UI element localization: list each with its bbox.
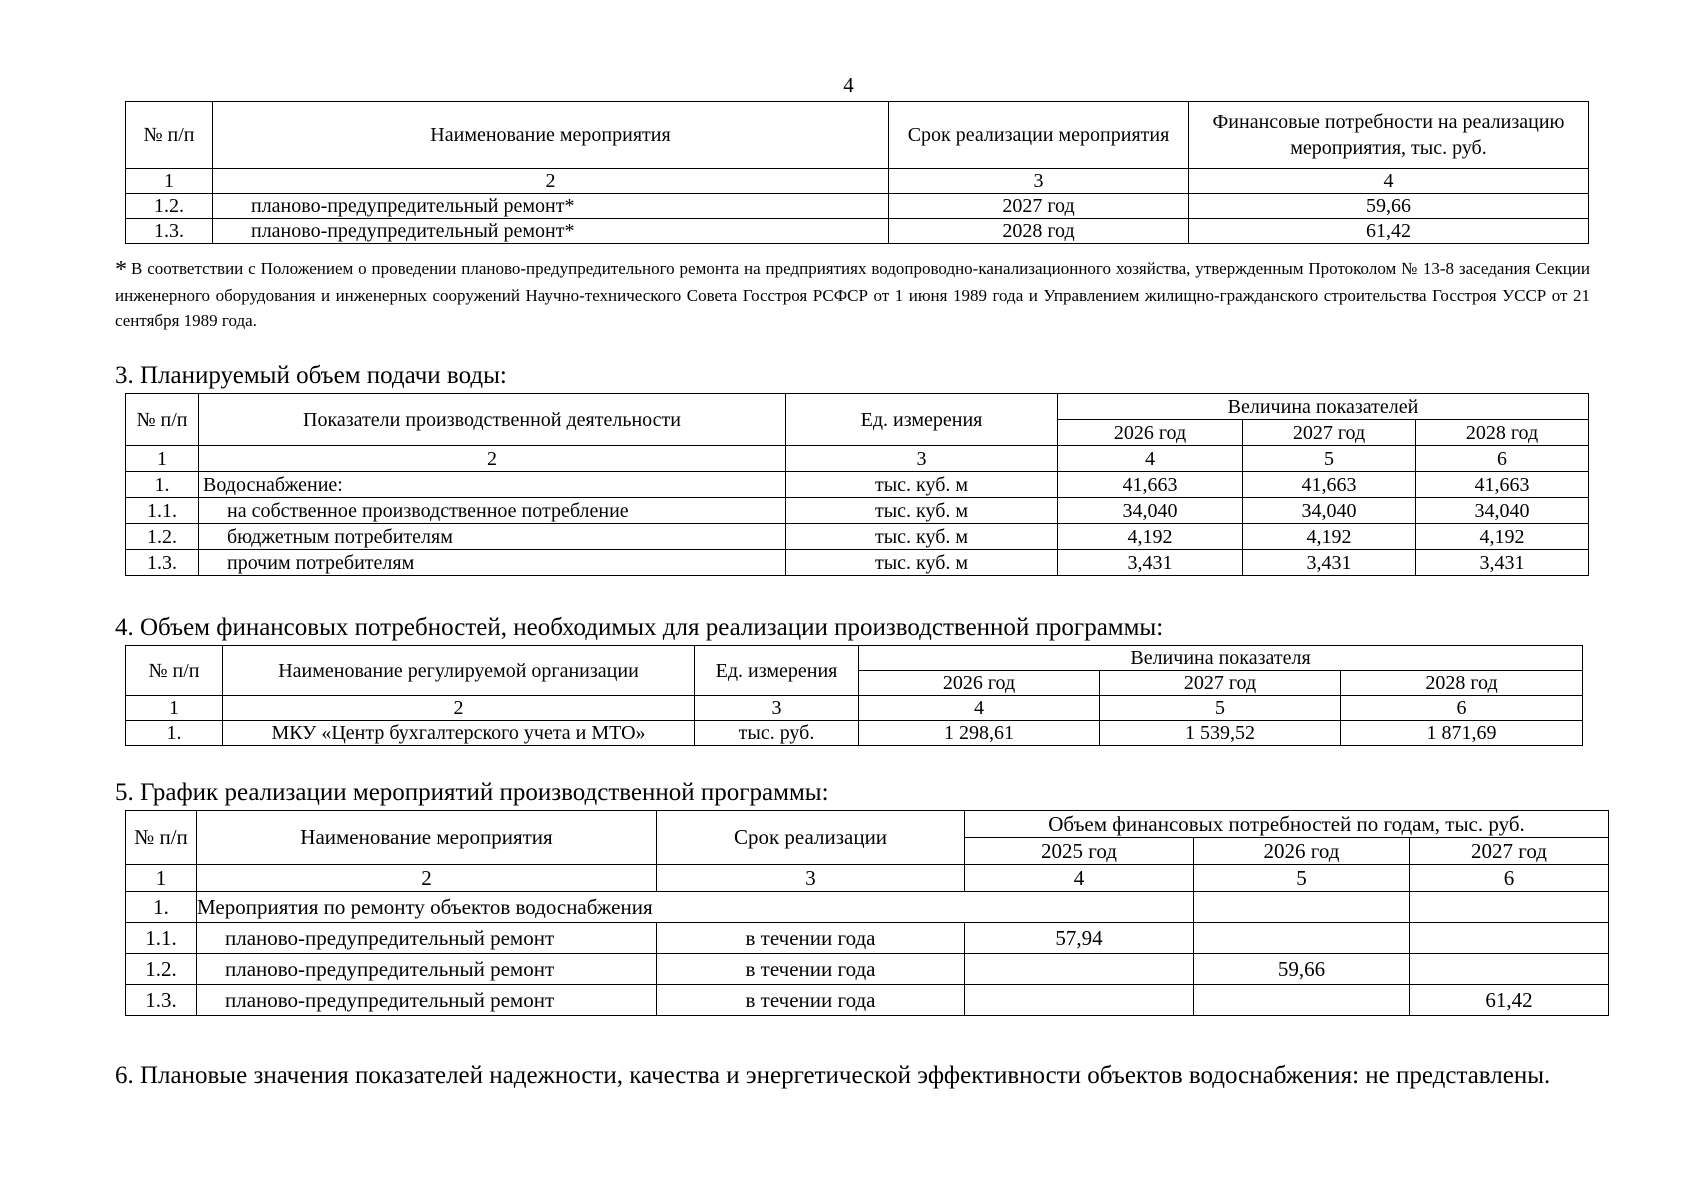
row-term: в течении года <box>657 923 965 954</box>
col-number: 1 <box>126 446 199 472</box>
footnote-text: В соответствии с Положением о проведении планово-предупредительного ремонта на предприятиях водопроводно-канализационного хозяйства, утвержденным Протоколом № 13-8 заседания Секции инженерного оборудования и инженерных сооружений Научно-технического Совета Госстроя РСФСР от 1 июня 1989 года и Управлением жилищно-гражданского строительства Госстроя УССР от 21 сентября 1989 года. <box>115 259 1590 330</box>
col-number: 5 <box>1100 696 1341 721</box>
col-number: 1 <box>126 696 223 721</box>
table-row <box>126 498 1589 524</box>
row-value: 1 539,52 <box>1100 721 1341 746</box>
section-6-text: 6. Плановые значения показателей надежности, качества и энергетической эффективности объектов водоснабжения: не представлены. <box>115 1062 1551 1089</box>
col-number: 4 <box>859 696 1100 721</box>
row-term: в течении года <box>657 985 965 1016</box>
header-num: № п/п <box>126 811 197 865</box>
row-name: бюджетным потребителям <box>199 524 786 550</box>
row-num: 1. <box>126 721 223 746</box>
section-4-title: 4. Объем финансовых потребностей, необходимых для реализации производственной программы: <box>115 614 1164 641</box>
row-num: 1.1. <box>126 923 197 954</box>
row-num: 1.2. <box>126 194 213 219</box>
row-name: планово-предупредительный ремонт* <box>213 219 889 244</box>
row-term: 2028 год <box>889 219 1189 244</box>
header-year: 2027 год <box>1410 838 1609 865</box>
row-value: 1 871,69 <box>1341 721 1583 746</box>
row-name: планово-предупредительный ремонт <box>197 923 657 954</box>
row-num: 1.2. <box>126 524 199 550</box>
header-num: № п/п <box>126 102 213 169</box>
row-num: 1.3. <box>126 550 199 576</box>
row-value: 3,431 <box>1416 550 1589 576</box>
row-value <box>1194 923 1410 954</box>
col-number: 3 <box>657 865 965 892</box>
table-row <box>126 550 1589 576</box>
header-group: Величина показателей <box>1058 394 1589 420</box>
col-number: 4 <box>965 865 1194 892</box>
finance-needs-table <box>125 645 1583 746</box>
table-row <box>126 472 1589 498</box>
col-number: 4 <box>1058 446 1243 472</box>
row-value: 34,040 <box>1243 498 1416 524</box>
row-amount: 61,42 <box>1189 219 1589 244</box>
col-number: 5 <box>1194 865 1410 892</box>
col-number: 1 <box>126 865 197 892</box>
col-number: 4 <box>1189 169 1589 194</box>
section-3-title: 3. Планируемый объем подачи воды: <box>115 362 507 389</box>
header-term: Срок реализации <box>657 811 965 865</box>
row-value: 4,192 <box>1243 524 1416 550</box>
column-number-row <box>126 446 1589 472</box>
header-indicator: Показатели производственной деятельности <box>199 394 786 446</box>
column-number-row <box>126 169 1589 194</box>
table-row <box>126 721 1583 746</box>
row-name: Мероприятия по ремонту объектов водоснабжения <box>197 892 1194 923</box>
row-unit: тыс. куб. м <box>786 550 1058 576</box>
row-unit: тыс. куб. м <box>786 472 1058 498</box>
table-row <box>126 985 1609 1016</box>
col-number: 3 <box>695 696 859 721</box>
row-value: 61,42 <box>1410 985 1609 1016</box>
group-row <box>126 892 1609 923</box>
row-value: 3,431 <box>1058 550 1243 576</box>
row-num: 1.3. <box>126 985 197 1016</box>
row-value <box>1410 954 1609 985</box>
header-group: Объем финансовых потребностей по годам, тыс. руб. <box>965 811 1609 838</box>
row-num: 1. <box>126 892 197 923</box>
row-num: 1.3. <box>126 219 213 244</box>
table-row <box>126 219 1589 244</box>
table-row <box>126 524 1589 550</box>
row-unit: тыс. руб. <box>695 721 859 746</box>
row-num: 1. <box>126 472 199 498</box>
footnote-marker: * <box>115 257 127 283</box>
row-value: 34,040 <box>1058 498 1243 524</box>
row-value: 3,431 <box>1243 550 1416 576</box>
row-value: 34,040 <box>1416 498 1589 524</box>
row-name: Водоснабжение: <box>199 472 786 498</box>
row-unit: тыс. куб. м <box>786 498 1058 524</box>
section-5-title: 5. График реализации мероприятий производственной программы: <box>115 779 829 806</box>
header-year: 2025 год <box>965 838 1194 865</box>
row-name: планово-предупредительный ремонт <box>197 985 657 1016</box>
col-number: 3 <box>786 446 1058 472</box>
row-term: 2027 год <box>889 194 1189 219</box>
table-row <box>126 923 1609 954</box>
row-unit: тыс. куб. м <box>786 524 1058 550</box>
col-number: 1 <box>126 169 213 194</box>
row-value <box>1194 985 1410 1016</box>
row-value: 57,94 <box>965 923 1194 954</box>
row-num: 1.2. <box>126 954 197 985</box>
table-header-row <box>126 394 1589 420</box>
col-number: 5 <box>1243 446 1416 472</box>
col-number: 2 <box>213 169 889 194</box>
row-name: прочим потребителям <box>199 550 786 576</box>
row-value: 41,663 <box>1058 472 1243 498</box>
header-finance: Финансовые потребности на реализацию мероприятия, тыс. руб. <box>1189 102 1589 169</box>
header-term: Срок реализации мероприятия <box>889 102 1189 169</box>
row-name: МКУ «Центр бухгалтерского учета и МТО» <box>223 721 695 746</box>
row-amount: 59,66 <box>1189 194 1589 219</box>
row-term: в течении года <box>657 954 965 985</box>
footnote <box>115 256 1590 333</box>
col-number: 2 <box>197 865 657 892</box>
col-number: 6 <box>1341 696 1583 721</box>
header-year: 2026 год <box>1058 420 1243 446</box>
header-year: 2027 год <box>1243 420 1416 446</box>
column-number-row <box>126 696 1583 721</box>
table-header-row <box>126 811 1609 838</box>
table-row <box>126 954 1609 985</box>
column-number-row <box>126 865 1609 892</box>
row-value <box>1194 892 1410 923</box>
header-year: 2027 год <box>1100 671 1341 696</box>
table-header-row <box>126 102 1589 169</box>
table-header-row <box>126 646 1583 671</box>
row-value: 4,192 <box>1416 524 1589 550</box>
header-year: 2026 год <box>1194 838 1410 865</box>
col-number: 2 <box>223 696 695 721</box>
row-value <box>965 985 1194 1016</box>
page-number: 4 <box>843 73 854 97</box>
table-row <box>126 194 1589 219</box>
activities-table <box>125 101 1589 244</box>
row-value: 41,663 <box>1416 472 1589 498</box>
row-name: планово-предупредительный ремонт* <box>213 194 889 219</box>
header-unit: Ед. измерения <box>786 394 1058 446</box>
row-value: 1 298,61 <box>859 721 1100 746</box>
schedule-table <box>125 810 1609 1016</box>
header-org: Наименование регулируемой организации <box>223 646 695 696</box>
water-supply-table <box>125 393 1589 576</box>
row-name: планово-предупредительный ремонт <box>197 954 657 985</box>
row-value: 41,663 <box>1243 472 1416 498</box>
col-number: 3 <box>889 169 1189 194</box>
header-year: 2028 год <box>1341 671 1583 696</box>
header-name: Наименование мероприятия <box>213 102 889 169</box>
header-num: № п/п <box>126 394 199 446</box>
row-value <box>1410 923 1609 954</box>
row-value: 59,66 <box>1194 954 1410 985</box>
header-name: Наименование мероприятия <box>197 811 657 865</box>
row-value <box>1410 892 1609 923</box>
header-num: № п/п <box>126 646 223 696</box>
header-year: 2026 год <box>859 671 1100 696</box>
header-year: 2028 год <box>1416 420 1589 446</box>
row-name: на собственное производственное потребление <box>199 498 786 524</box>
header-group: Величина показателя <box>859 646 1583 671</box>
header-unit: Ед. измерения <box>695 646 859 696</box>
row-value: 4,192 <box>1058 524 1243 550</box>
row-value <box>965 954 1194 985</box>
col-number: 2 <box>199 446 786 472</box>
row-num: 1.1. <box>126 498 199 524</box>
col-number: 6 <box>1410 865 1609 892</box>
col-number: 6 <box>1416 446 1589 472</box>
